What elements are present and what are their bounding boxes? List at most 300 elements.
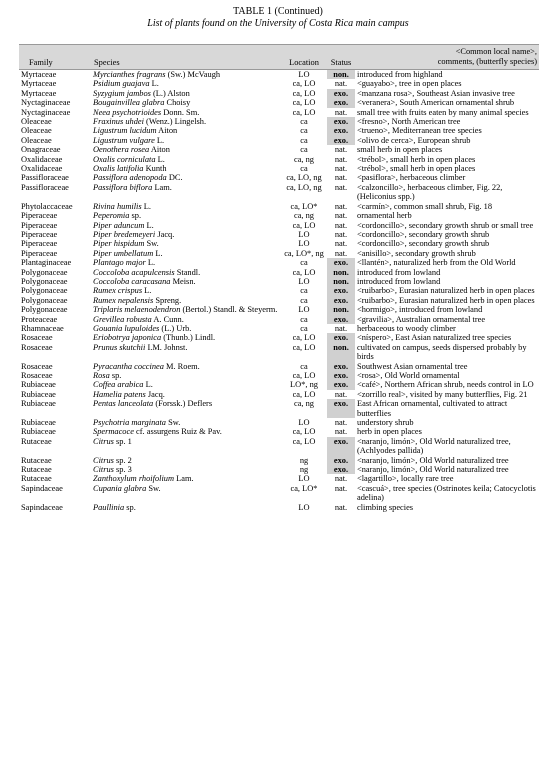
- species-author: sp. 3: [113, 465, 132, 475]
- species-author: (L.) Urb.: [159, 323, 192, 333]
- cell-status: exo.: [327, 399, 355, 418]
- cell-comment: <llantén>, naturalized herb from the Old World: [357, 258, 516, 268]
- table-header: [19, 45, 539, 70]
- cell-family: Piperaceae: [21, 229, 58, 239]
- table-row: [19, 230, 539, 239]
- cell-family: Rutaceae: [21, 436, 52, 446]
- species-name: Passiflora adenopoda: [93, 173, 167, 183]
- cell-location: LO: [298, 502, 310, 512]
- species-name: Paullinia: [93, 502, 125, 512]
- species-name: Citrus: [93, 436, 114, 446]
- header-status: Status: [327, 45, 355, 70]
- species-author: Lam.: [174, 474, 194, 484]
- table-row: [19, 221, 539, 230]
- cell-species: [91, 333, 281, 342]
- cell-status: nat.: [334, 483, 348, 493]
- species-author: Spreng.: [153, 295, 182, 305]
- species-name: Syzygium jambos: [93, 88, 151, 98]
- cell-species: [91, 456, 281, 465]
- species-author: Sw.: [144, 239, 159, 249]
- table-row: [19, 239, 539, 248]
- table-row: [19, 155, 539, 164]
- table-row: [19, 89, 539, 98]
- cell-comment: <cordoncillo>, secondary growth shrub: [357, 239, 490, 249]
- table-row: [19, 315, 539, 324]
- cell-status: nat.: [334, 79, 348, 89]
- cell-species: [91, 362, 281, 371]
- cell-location: LO*, ng: [290, 380, 318, 390]
- cell-location: ca, LO: [292, 436, 316, 446]
- species-name: Triplaris melaenodendron: [93, 305, 181, 315]
- species-name: Myrcianthes fragrans: [93, 70, 166, 79]
- cell-family: Oxalidaceae: [21, 164, 63, 174]
- species-author: Meisn.: [170, 276, 196, 286]
- cell-status: exo.: [327, 89, 355, 98]
- cell-family: Passifloraceae: [21, 173, 69, 183]
- cell-comment: <naranjo, limón>, Old World naturalized tree, (Achlyodes pallida): [357, 436, 511, 456]
- species-name: Oxalis latifolia: [93, 164, 144, 174]
- table-row: [19, 305, 539, 314]
- cell-species: [91, 211, 281, 220]
- cell-status: nat.: [334, 173, 348, 183]
- cell-status: nat.: [334, 107, 348, 117]
- cell-family: Piperaceae: [21, 211, 58, 221]
- cell-species: [91, 221, 281, 230]
- species-author: L.: [143, 380, 153, 390]
- species-name: Piper umbellatum: [93, 248, 154, 258]
- cell-species: [91, 183, 281, 202]
- cell-status: exo.: [327, 258, 355, 267]
- cell-species: [91, 305, 281, 314]
- cell-status: nat.: [334, 323, 348, 333]
- cell-species: [91, 79, 281, 88]
- cell-status: nat.: [334, 389, 348, 399]
- header-comments-line1: <Common local name>,: [455, 47, 537, 56]
- cell-species: [91, 437, 281, 456]
- species-author: Donn. Sm.: [161, 107, 200, 117]
- species-author: sp. 2: [113, 455, 132, 465]
- cell-status: non.: [327, 343, 355, 362]
- cell-family: Rhamnaceae: [21, 323, 64, 333]
- cell-family: Oleaceae: [21, 135, 52, 145]
- cell-location: ca: [300, 286, 308, 296]
- cell-species: [91, 474, 281, 483]
- cell-species: [91, 286, 281, 295]
- cell-location: ca, ng: [294, 154, 314, 164]
- cell-comment: small tree with fruits eaten by many animal species: [357, 107, 529, 117]
- table-row: [19, 258, 539, 267]
- species-author: DC.: [166, 173, 183, 183]
- species-name: Rivina humilis: [93, 201, 142, 211]
- cell-comment: <gravilia>, Australian ornamental tree: [357, 314, 486, 324]
- species-author: I.M. Johnst.: [145, 342, 188, 352]
- cell-status: nat.: [334, 164, 348, 174]
- cell-species: [91, 126, 281, 135]
- species-author: A. Cunn.: [151, 314, 184, 324]
- cell-family: Rubiaceae: [21, 380, 56, 390]
- table-row: [19, 145, 539, 154]
- table-row: [19, 362, 539, 371]
- cell-family: Polygonaceae: [21, 305, 68, 315]
- table-row: [19, 164, 539, 173]
- species-name: Pentas lanceolata: [93, 399, 154, 409]
- cell-comment: <veranera>, South American ornamental shrub: [357, 98, 515, 108]
- species-author: Standl.: [174, 267, 201, 277]
- cell-species: [91, 484, 281, 503]
- table-row: [19, 211, 539, 220]
- cell-location: ca: [300, 126, 308, 136]
- cell-location: LO: [298, 229, 310, 239]
- species-author: (Thunb.) Lindl.: [161, 333, 216, 343]
- cell-location: LO: [298, 418, 310, 428]
- species-name: Piper aduncum: [93, 220, 145, 230]
- species-name: Piper hispidum: [93, 239, 145, 249]
- species-author: (Forssk.) Deflers: [153, 399, 213, 409]
- cell-family: Rosaceae: [21, 333, 53, 343]
- cell-comment: climbing species: [357, 502, 414, 512]
- cell-location: ca, LO: [292, 79, 316, 89]
- table-caption: [0, 0, 556, 30]
- species-name: Eriobotrya japonica: [93, 333, 162, 343]
- table-row: [19, 79, 539, 88]
- species-author: (Wenz.) Lingelsh.: [143, 117, 207, 127]
- species-name: Gouania lupuloides: [93, 323, 160, 333]
- cell-location: ca, LO: [292, 371, 316, 380]
- cell-status: exo.: [327, 117, 355, 126]
- cell-species: [91, 371, 281, 380]
- table-row: [19, 202, 539, 211]
- cell-comment: <pasiflora>, herbaceous climber: [357, 173, 466, 183]
- cell-status: non.: [327, 70, 355, 80]
- cell-location: ca, LO*: [290, 201, 318, 211]
- cell-status: exo.: [327, 371, 355, 380]
- cell-species: [91, 399, 281, 418]
- species-name: Spermacoce: [93, 427, 134, 437]
- table-row: [19, 98, 539, 107]
- species-name: Peperomia: [93, 211, 130, 221]
- cell-species: [91, 164, 281, 173]
- cell-species: [91, 89, 281, 98]
- cell-location: LO: [298, 305, 310, 315]
- cell-comment: <níspero>, East Asian naturalized tree species: [357, 333, 512, 343]
- cell-location: ca: [300, 295, 308, 305]
- cell-location: ng: [299, 465, 309, 475]
- cell-location: ca: [300, 323, 308, 333]
- cell-status: nat.: [334, 182, 348, 192]
- cell-family: Oxalidaceae: [21, 154, 63, 164]
- cell-species: [91, 202, 281, 211]
- cell-family: Passifloraceae: [21, 182, 69, 192]
- plant-table: [19, 44, 539, 512]
- table-row: [19, 108, 539, 117]
- cell-comment: <trueno>, Mediterranean tree species: [357, 126, 482, 136]
- cell-species: [91, 427, 281, 436]
- table-row: [19, 399, 539, 418]
- species-author: Aiton: [156, 126, 178, 136]
- cell-location: ca: [300, 164, 308, 174]
- cell-family: Plantaginaceae: [21, 258, 72, 268]
- cell-species: [91, 155, 281, 164]
- cell-status: non.: [327, 277, 355, 286]
- cell-comment: cultivated on campus, seeds dispersed probably by birds: [357, 342, 527, 362]
- cell-species: [91, 239, 281, 248]
- cell-status: non.: [327, 305, 355, 314]
- table-row: [19, 437, 539, 456]
- cell-location: ca, LO: [292, 389, 316, 399]
- cell-comment: ornamental herb: [357, 211, 412, 221]
- cell-family: Rutaceae: [21, 474, 52, 484]
- cell-location: ca, LO: [292, 107, 316, 117]
- cell-comment: <calzoncillo>, herbaceous climber, Fig. 22, (Heliconius spp.): [357, 182, 503, 202]
- table-row: [19, 296, 539, 305]
- cell-species: [91, 277, 281, 286]
- cell-species: [91, 98, 281, 107]
- cell-family: Onagraceae: [21, 145, 61, 155]
- cell-status: nat.: [334, 427, 348, 437]
- species-name: Psychotria marginata: [93, 418, 166, 428]
- species-name: Hamelia patens: [93, 389, 146, 399]
- cell-comment: <naranjo, limón>, Old World naturalized tree: [357, 465, 509, 475]
- table-row: [19, 277, 539, 286]
- cell-family: Piperaceae: [21, 220, 58, 230]
- species-name: Zanthoxylum rhoifolium: [93, 474, 175, 484]
- cell-location: LO: [298, 474, 310, 484]
- species-name: Citrus: [93, 465, 114, 475]
- cell-status: non.: [327, 268, 355, 277]
- cell-status: nat.: [334, 248, 348, 258]
- table-row: [19, 173, 539, 182]
- species-name: Coffea arabica: [93, 380, 144, 390]
- cell-comment: introduced from highland: [357, 70, 443, 79]
- table-row: [19, 126, 539, 135]
- cell-comment: <café>, Northern African shrub, needs control in LO: [357, 380, 534, 390]
- cell-family: Phytolaccaceae: [21, 201, 73, 211]
- cell-species: [91, 324, 281, 333]
- cell-species: [91, 343, 281, 362]
- cell-comment: East African ornamental, cultivated to attract butterflies: [357, 399, 508, 418]
- species-author: sp.: [109, 371, 122, 380]
- species-author: Lam.: [152, 182, 172, 192]
- cell-species: [91, 258, 281, 267]
- species-author: L.: [141, 201, 151, 211]
- cell-species: [91, 380, 281, 389]
- species-author: L.: [142, 286, 152, 296]
- cell-comment: Southwest Asian ornamental tree: [357, 361, 468, 371]
- cell-location: ca: [300, 258, 308, 268]
- table-row: [19, 456, 539, 465]
- species-name: Rumex crispus: [93, 286, 143, 296]
- cell-family: Rubiaceae: [21, 427, 56, 437]
- cell-status: nat.: [334, 474, 348, 484]
- cell-status: nat.: [334, 229, 348, 239]
- cell-comment: <rosa>, Old World ornamental: [357, 371, 460, 380]
- table-subtitle: List of plants found on the University of Costa Rica main campus: [147, 18, 409, 29]
- cell-status: nat.: [334, 211, 348, 221]
- species-author: Kunth: [143, 164, 167, 174]
- cell-comment: <manzana rosa>, Southeast Asian invasive tree: [357, 88, 515, 98]
- cell-family: Myrtaceae: [21, 70, 57, 79]
- cell-comment: introduced from lowland: [357, 267, 441, 277]
- species-author: sp. 1: [113, 436, 132, 446]
- cell-family: Rosaceae: [21, 361, 53, 371]
- cell-comment: understory shrub: [357, 418, 414, 428]
- cell-status: exo.: [327, 362, 355, 371]
- table-row: [19, 465, 539, 474]
- species-name: Passiflora biflora: [93, 182, 153, 192]
- species-name: Ligustrum vulgare: [93, 135, 155, 145]
- cell-family: Proteaceae: [21, 314, 58, 324]
- cell-comment: herbaceous to woody climber: [357, 323, 456, 333]
- cell-comment: <cordoncillo>, secondary growth shrub or small tree: [357, 220, 534, 230]
- cell-family: Piperaceae: [21, 248, 58, 258]
- cell-location: LO: [298, 70, 310, 79]
- header-comments: [355, 45, 539, 70]
- cell-location: ca, LO, ng: [286, 173, 322, 183]
- cell-species: [91, 418, 281, 427]
- cell-status: nat.: [334, 154, 348, 164]
- cell-species: [91, 117, 281, 126]
- cell-family: Rubiaceae: [21, 399, 56, 409]
- cell-location: LO: [298, 239, 310, 249]
- species-name: Rosa: [93, 371, 110, 380]
- cell-family: Polygonaceae: [21, 267, 68, 277]
- cell-comment: <fresno>, North American tree: [357, 117, 461, 127]
- species-author: Jacq.: [155, 229, 175, 239]
- table-row: [19, 136, 539, 145]
- cell-comment: <carmín>, common small shrub, Fig. 18: [357, 201, 493, 211]
- cell-family: Polygonaceae: [21, 286, 68, 296]
- cell-location: ca, LO, ng: [286, 182, 322, 192]
- cell-comment: <zorrillo real>, visited by many butterflies, Fig. 21: [357, 389, 528, 399]
- cell-comment: <cordoncillo>, secondary growth shrub: [357, 229, 490, 239]
- cell-species: [91, 136, 281, 145]
- species-author: Sw.: [146, 483, 161, 493]
- species-name: Citrus: [93, 455, 114, 465]
- species-name: Plantago major: [93, 258, 146, 268]
- cell-status: exo.: [327, 465, 355, 474]
- cell-location: ca, LO: [292, 333, 316, 343]
- table-row: [19, 249, 539, 258]
- species-author: Jacq.: [145, 389, 165, 399]
- cell-comment: <trébol>, small herb in open places: [357, 164, 476, 174]
- cell-species: [91, 145, 281, 154]
- cell-family: Oleaceae: [21, 126, 52, 136]
- cell-status: exo.: [327, 136, 355, 145]
- cell-status: exo.: [327, 296, 355, 305]
- cell-species: [91, 70, 281, 80]
- cell-comment: <olivo de cerca>, European shrub: [357, 135, 471, 145]
- cell-family: Piperaceae: [21, 239, 58, 249]
- cell-status: nat.: [334, 239, 348, 249]
- cell-species: [91, 465, 281, 474]
- cell-family: Nyctaginaceae: [21, 107, 71, 117]
- header-comments-line2: comments, (butterfly species): [437, 57, 537, 66]
- cell-location: ca, LO*: [290, 483, 318, 493]
- cell-family: Polygonaceae: [21, 276, 68, 286]
- cell-status: exo.: [327, 437, 355, 456]
- cell-location: ca, ng: [294, 399, 314, 409]
- cell-species: [91, 108, 281, 117]
- species-name: Bougainvillea glabra: [93, 98, 165, 108]
- cell-status: exo.: [327, 286, 355, 295]
- species-name: Pyracantha coccinea: [93, 361, 164, 371]
- table-body: [19, 70, 539, 513]
- species-name: Grevillea robusta: [93, 314, 152, 324]
- cell-species: [91, 296, 281, 305]
- species-name: Coccoloba acapulcensis: [93, 267, 175, 277]
- table-row: [19, 324, 539, 333]
- table-row: [19, 268, 539, 277]
- species-author: M. Roem.: [163, 361, 200, 371]
- cell-location: ca, LO: [292, 88, 316, 98]
- species-author: L.: [155, 154, 165, 164]
- species-name: Psidium guajava: [93, 79, 150, 89]
- cell-location: ca, LO: [292, 342, 316, 352]
- species-author: (Bertol.) Standl. & Steyerm.: [180, 305, 278, 315]
- species-author: L.: [145, 258, 156, 268]
- species-name: Neea psychotrioides: [93, 107, 162, 117]
- cell-status: exo.: [327, 333, 355, 342]
- cell-status: nat.: [334, 418, 348, 428]
- cell-species: [91, 249, 281, 258]
- species-name: Coccoloba caracasana: [93, 276, 171, 286]
- header-location: Location: [281, 45, 327, 70]
- cell-family: Myrtaceae: [21, 88, 57, 98]
- cell-family: Rutaceae: [21, 465, 52, 475]
- species-name: Oxalis corniculata: [93, 154, 156, 164]
- cell-status: nat.: [334, 201, 348, 211]
- cell-location: ca, LO: [292, 427, 316, 437]
- table-row: [19, 418, 539, 427]
- cell-family: Rubiaceae: [21, 389, 56, 399]
- cell-comment: <hormigo>, introduced from lowland: [357, 305, 483, 315]
- table-row: [19, 503, 539, 512]
- cell-location: ca, ng: [294, 211, 314, 221]
- cell-status: exo.: [327, 98, 355, 107]
- table-row: [19, 343, 539, 362]
- table-row: [19, 390, 539, 399]
- species-author: Sw.: [165, 418, 181, 428]
- table-row: [19, 333, 539, 342]
- cell-family: Oleaceae: [21, 117, 52, 127]
- cell-status: exo.: [327, 380, 355, 389]
- cell-species: [91, 315, 281, 324]
- species-author: Choisy: [164, 98, 191, 108]
- species-author: Aiton: [149, 145, 170, 155]
- table-row: [19, 380, 539, 389]
- species-name: Fraxinus uhdei: [93, 117, 144, 127]
- cell-species: [91, 390, 281, 399]
- cell-family: Rubiaceae: [21, 418, 56, 428]
- table-row: [19, 286, 539, 295]
- species-author: sp.: [124, 502, 136, 512]
- species-author: L.: [154, 135, 165, 145]
- cell-comment: <cascuá>, tree species (Ostrinotes keila; Catocyclotis adelina): [357, 483, 536, 503]
- cell-status: exo.: [327, 456, 355, 465]
- species-author: (L.) Alston: [150, 88, 190, 98]
- species-name: Prunus skutchii: [93, 342, 146, 352]
- cell-family: Sapindaceae: [21, 483, 63, 493]
- cell-status: exo.: [327, 126, 355, 135]
- table-row: [19, 70, 539, 80]
- header-family: Family: [19, 45, 91, 70]
- cell-location: LO: [298, 276, 310, 286]
- cell-family: Rutaceae: [21, 455, 52, 465]
- species-name: Ligustrum lucidum: [93, 126, 157, 136]
- cell-species: [91, 230, 281, 239]
- species-author: sp.: [129, 211, 142, 221]
- table-title: TABLE 1 (Continued): [233, 6, 323, 17]
